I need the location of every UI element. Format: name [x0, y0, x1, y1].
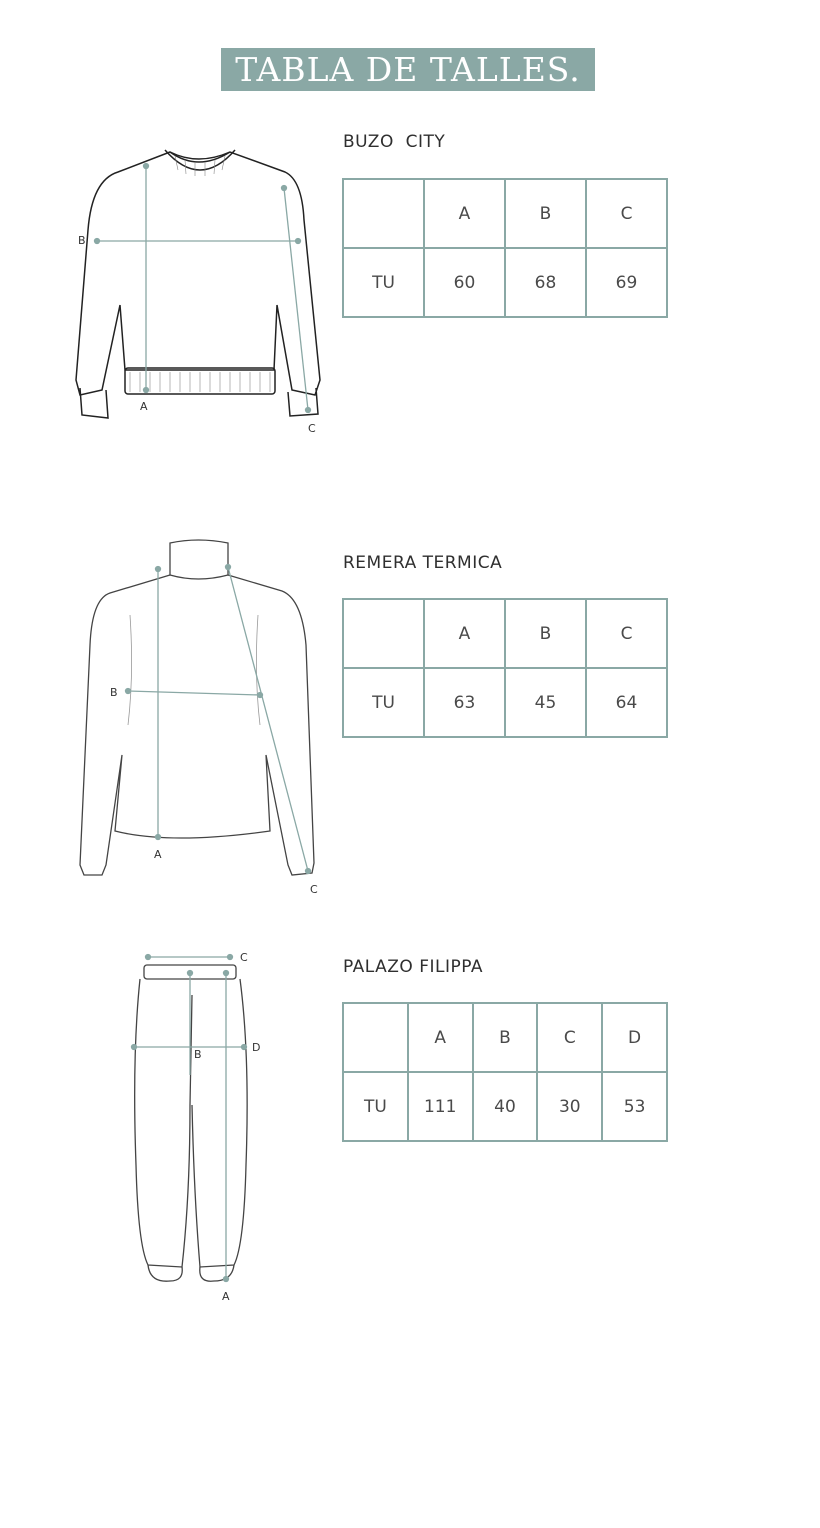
table-cell: A — [408, 1003, 473, 1072]
table-cell: A — [424, 599, 505, 668]
pants-illustration — [110, 945, 280, 1310]
table-cell: TU — [343, 1072, 408, 1141]
table-cell: C — [586, 599, 667, 668]
measure-label-c: C — [240, 951, 248, 964]
measure-label-c: C — [308, 422, 316, 435]
table-cell: 40 — [473, 1072, 538, 1141]
measure-label-a: A — [222, 1290, 230, 1303]
table-cell: A — [424, 179, 505, 248]
table-header-row — [343, 1003, 667, 1072]
section-title-palazo-filippa: PALAZO FILIPPA — [343, 957, 484, 977]
measure-label-b: B — [110, 686, 118, 699]
table-cell — [343, 1003, 408, 1072]
measure-label-c: C — [310, 883, 318, 896]
table-cell: 63 — [424, 668, 505, 737]
table-cell: 53 — [602, 1072, 667, 1141]
table-cell: TU — [343, 668, 424, 737]
table-cell: B — [505, 179, 586, 248]
table-header-row — [343, 599, 667, 668]
table-row — [343, 248, 667, 317]
table-cell: 45 — [505, 668, 586, 737]
measure-label-a: A — [154, 848, 162, 861]
table-row — [343, 1072, 667, 1141]
table-cell: 30 — [537, 1072, 602, 1141]
table-cell: D — [602, 1003, 667, 1072]
page-title: TABLA DE TALLES. — [221, 48, 595, 91]
size-table-palazo-filippa — [342, 1002, 668, 1142]
table-cell: 60 — [424, 248, 505, 317]
size-table-buzo-city — [342, 178, 668, 318]
table-cell: B — [473, 1003, 538, 1072]
section-title-remera-termica: REMERA TERMICA — [343, 553, 503, 573]
table-cell: 64 — [586, 668, 667, 737]
measure-label-b: B — [78, 234, 86, 247]
table-row — [343, 668, 667, 737]
table-cell — [343, 179, 424, 248]
measure-label-d: D — [252, 1041, 261, 1054]
turtleneck-illustration — [70, 535, 330, 900]
table-cell: C — [586, 179, 667, 248]
measure-label-a: A — [140, 400, 148, 413]
sweater-illustration — [70, 140, 330, 440]
table-cell: B — [505, 599, 586, 668]
size-table-remera-termica — [342, 598, 668, 738]
measure-label-b: B — [194, 1048, 202, 1061]
table-header-row — [343, 179, 667, 248]
table-cell: TU — [343, 248, 424, 317]
section-title-buzo-city: BUZO CITY — [343, 132, 446, 152]
table-cell: 69 — [586, 248, 667, 317]
table-cell — [343, 599, 424, 668]
table-cell: C — [537, 1003, 602, 1072]
table-cell: 111 — [408, 1072, 473, 1141]
table-cell: 68 — [505, 248, 586, 317]
